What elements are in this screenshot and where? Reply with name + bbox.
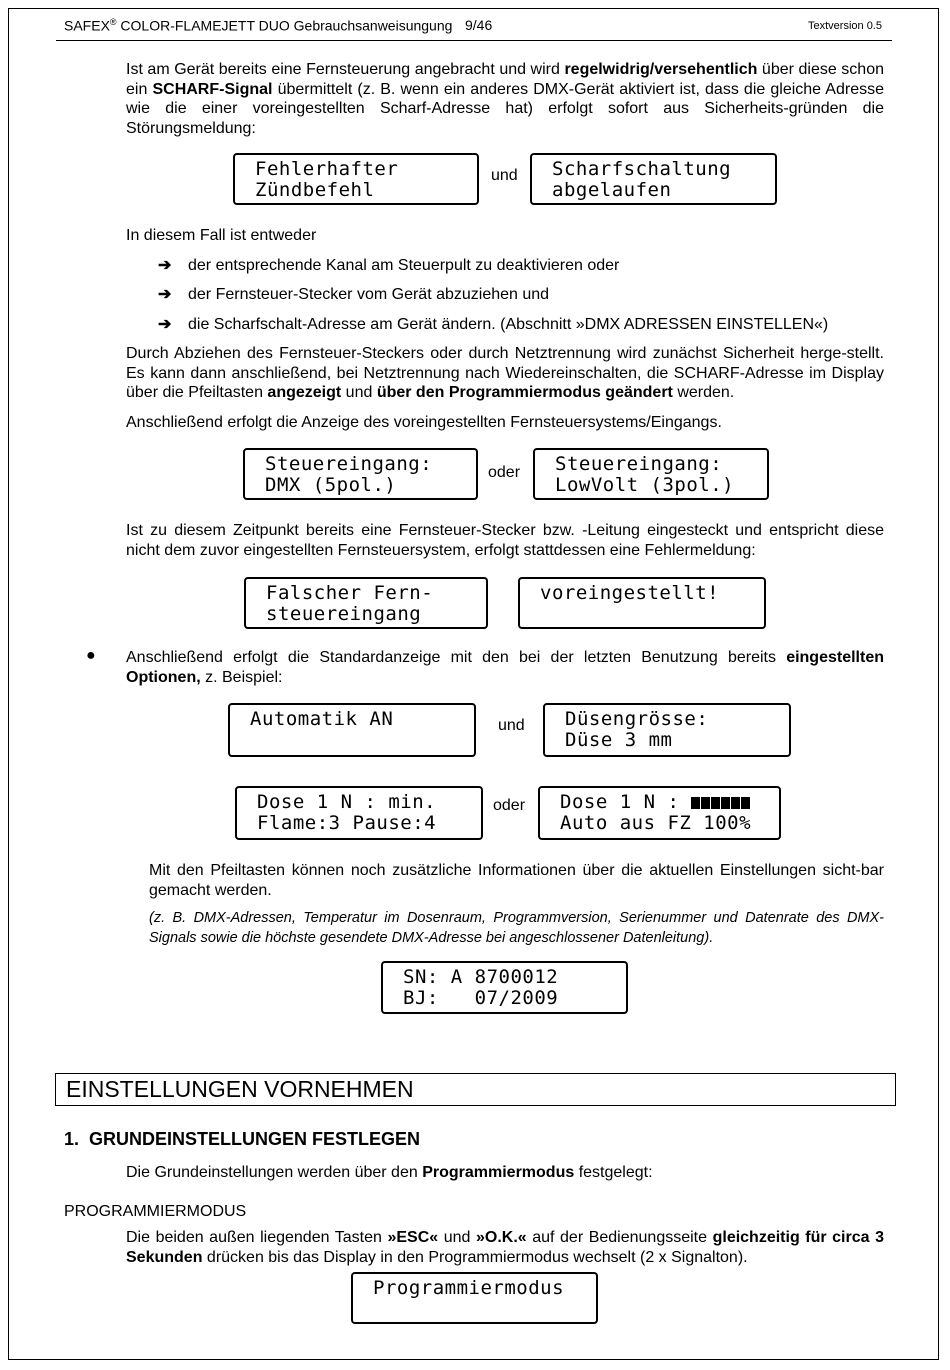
lcd-input-dmx: Steuereingang: DMX (5pol.) [243, 448, 478, 500]
lcd-armed-expired-display: Scharfschaltung abgelaufen [530, 153, 777, 205]
lcd-nozzle-size: Düsengrösse: Düse 3 mm [543, 703, 791, 757]
lcd-fault-display: Fehlerhafter Zündbefehl [233, 153, 479, 205]
lcd-dose-auto: Dose 1 N : Auto aus FZ 100% [538, 786, 781, 840]
paragraph-case: In diesem Fall ist entweder [126, 227, 317, 244]
section-title: EINSTELLUNGEN VORNEHMEN [66, 1076, 414, 1102]
paragraph-disconnect: Durch Abziehen des Fernsteuer-Steckers oder durch Netztrennung wird zunächst Sicherheit herge-stellt. Es kann dann anschließend, bei Netztrennung nach Wiedereinschalten, die SCHARF-Adresse im Display über die Pfeiltasten angezeigt und über den Programmiermodus geändert werden. [126, 345, 884, 401]
level-bar-icon [691, 791, 751, 813]
paragraph-intro: Ist am Gerät bereits eine Fernsteuerung angebracht und wird regelwidrig/versehentlich über diese schon ein SCHARF-Signal übermittelt (z. B. wenn ein anderes DMX-Gerät aktiviert ist, dass die gleiche Adresse wie die einer voreingestellten Scharf-Adresse hat) erfolgt sofort aus Sicherheits-gründen die Störungsmeldung: [126, 61, 885, 137]
arrow-icon: ➔ [158, 316, 172, 333]
paragraph-standard-display: Anschließend erfolgt die Standardanzeige mit den bei der letzten Benutzung bereits eingestellten Optionen, z. Beispiel: [126, 649, 884, 686]
connector-oder: oder [488, 464, 521, 481]
arrow-icon: ➔ [158, 286, 172, 303]
paragraph-arrow-keys: Mit den Pfeiltasten können noch zusätzliche Informationen über die aktuellen Einstellungen sicht-bar gemacht werden. [149, 862, 884, 899]
heading-basic-settings: 1. GRUNDEINSTELLUNGEN FESTLEGEN [64, 1129, 421, 1149]
header-page-number: 9/46 [465, 17, 493, 33]
heading-programming-mode: PROGRAMMIERMODUS [64, 1203, 247, 1220]
paragraph-basic-settings: Die Grundeinstellungen werden über den Programmiermodus festgelegt: [126, 1164, 653, 1181]
header-version: Textversion 0.5 [808, 20, 882, 32]
lcd-dose-flame: Dose 1 N : min. Flame:3 Pause:4 [235, 786, 483, 840]
lcd-serial-number: SN: A 8700012 BJ: 07/2009 [381, 961, 628, 1014]
lcd-input-lowvolt: Steuereingang: LowVolt (3pol.) [533, 448, 769, 500]
paragraph-wrong-input: Ist zu diesem Zeitpunkt bereits eine Fernsteuer-Stecker bzw. -Leitung eingesteckt und entspricht diese nicht dem zuvor eingestellten Fernsteuersystem, erfolgt stattdessen eine Fehlermeldung: [126, 522, 884, 559]
connector-oder: oder [493, 797, 526, 814]
paragraph-input-display: Anschließend erfolgt die Anzeige des voreingestellten Fernsteuersystems/Eingangs. [126, 414, 722, 431]
header-title: SAFEX® COLOR-FLAMEJETT DUO Gebrauchsanweisungung [64, 17, 453, 34]
connector-und: und [498, 717, 525, 734]
lcd-programming-mode: Programmiermodus [351, 1272, 598, 1324]
lcd-wrong-input: Falscher Fern- steuereingang [244, 577, 488, 629]
paragraph-example-info: (z. B. DMX-Adressen, Temperatur im Dosenraum, Programmversion, Serienummer und Datenrate des DMX-Signals sowie die höchste gesendete DMX-Adresse bei angeschlossener Datenleitung). [149, 910, 884, 946]
arrow-icon: ➔ [158, 257, 172, 274]
lcd-automatic: Automatik AN [228, 703, 476, 757]
paragraph-programming-mode: Die beiden außen liegenden Tasten »ESC« und »O.K.« auf der Bedienungsseite gleichzeitig für circa 3 Sekunden drücken bis das Display in den Programmiermodus wechselt (2 x Signalton). [126, 1229, 884, 1266]
bullet-icon: ● [86, 647, 96, 664]
lcd-preset: voreingestellt! [518, 577, 766, 629]
connector-und: und [491, 167, 518, 184]
header-rule [56, 40, 892, 41]
